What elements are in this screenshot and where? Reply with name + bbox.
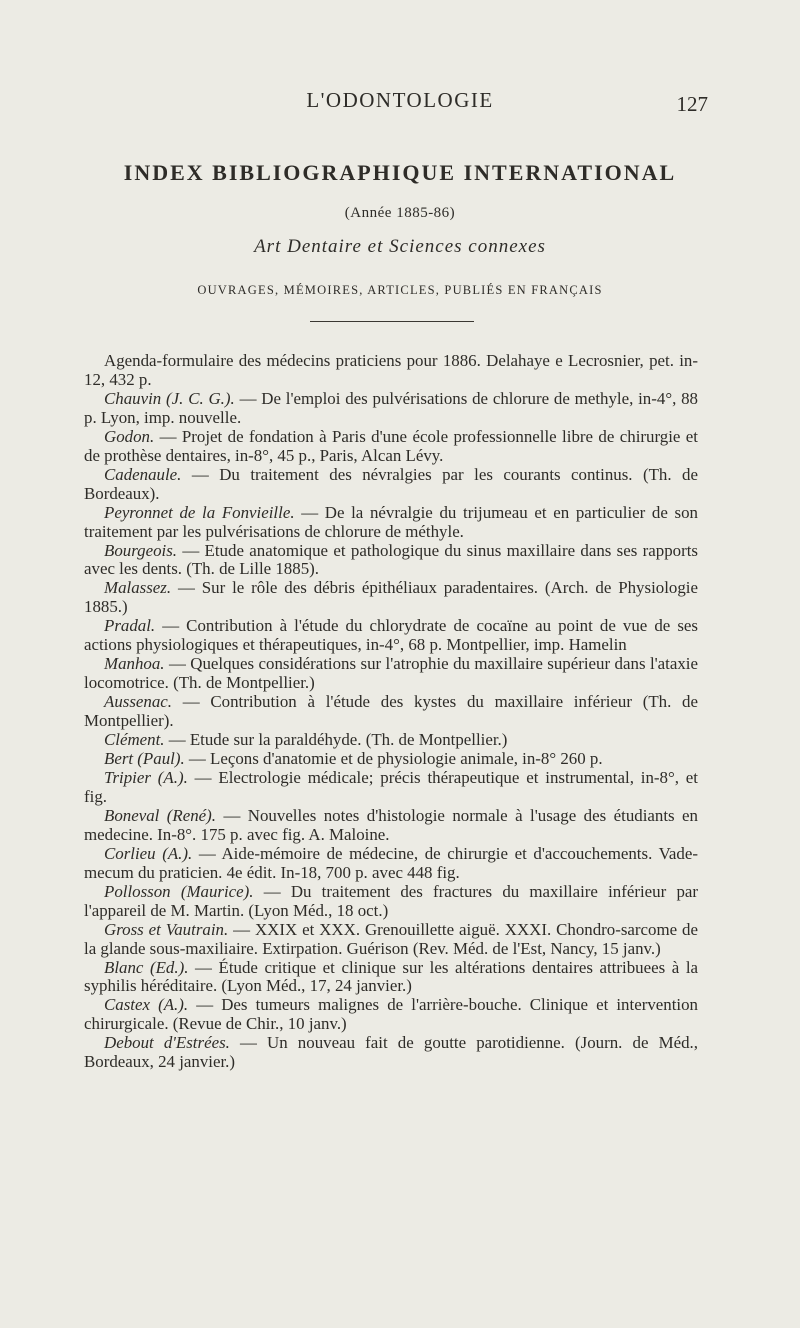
entry-author: Corlieu (A.). [104, 843, 193, 863]
year-subheading: (Année 1885-86) [344, 205, 456, 221]
entry-author: Debout d'Estrées. [104, 1033, 230, 1053]
bibliography-list [84, 352, 698, 1072]
separator-rule [310, 321, 474, 322]
bibliography-entry [84, 579, 698, 617]
bibliography-entry [84, 883, 698, 921]
bibliography-entry [84, 807, 698, 845]
entry-text: — Aide-mémoire de médecine, de chirurgie et d'accouchements. Vade-mecum du praticien. 4e édit. In-18, 700 p. avec 448 fig. [84, 843, 698, 882]
entry-text: — Etude sur la paraldéhyde. (Th. de Montpellier.) [164, 730, 508, 750]
running-title: L'ODONTOLOGIE [306, 88, 494, 112]
page-number: 127 [676, 92, 708, 116]
entry-author: Malassez. [104, 578, 172, 598]
entry-author: Aussenac. [104, 692, 173, 712]
entry-text: — De la névralgie du trijumeau et en particulier de son traitement par les pulvérisations de chlorure de méthyle. [84, 502, 698, 541]
entry-author: Castex (A.). [104, 995, 189, 1015]
entry-author: Pollosson (Maurice). [104, 881, 254, 901]
bibliography-entry [84, 504, 698, 542]
bibliography-entry [84, 769, 698, 807]
bibliography-entry [84, 731, 698, 750]
bibliography-entry [84, 466, 698, 504]
entry-author: Cadenaule. [104, 464, 182, 484]
entry-text: — Contribution à l'étude des kystes du maxillaire inférieur (Th. de Montpellier). [84, 692, 698, 731]
entry-text: — Contribution à l'étude du chlorydrate de cocaïne au point de vue de ses actions physiologiques et thérapeutiques, in-4°, 68 p. Montpellier, imp. Hamelin [84, 616, 698, 655]
entry-text: — Leçons d'anatomie et de physiologie animale, in-8° 260 p. [184, 749, 603, 769]
entry-author: Bert (Paul). [104, 749, 185, 769]
entry-author: Bourgeois. [104, 540, 178, 560]
entry-text: — Quelques considérations sur l'atrophie du maxillaire supérieur dans l'ataxie locomotrice. (Th. de Montpellier.) [84, 654, 698, 693]
entry-text: — Des tumeurs malignes de l'arrière-bouche. Clinique et intervention chirurgicale. (Revue de Chir., 10 janv.) [84, 995, 698, 1034]
bibliography-entry [84, 921, 698, 959]
entry-text: — Sur le rôle des débris épithéliaux paradentaires. (Arch. de Physiologie 1885.) [84, 578, 698, 617]
entry-text: — Du traitement des névralgies par les courants continus. (Th. de Bordeaux). [84, 464, 698, 503]
entry-author: Pradal. [104, 616, 156, 636]
entry-author: Blanc (Ed.). [104, 957, 189, 977]
bibliography-entry [84, 390, 698, 428]
bibliography-entry [84, 996, 698, 1034]
entry-text: — Étude critique et clinique sur les altérations dentaires attribuees à la syphilis héréditaire. (Lyon Méd., 17, 24 janvier.) [84, 957, 699, 996]
bibliography-entry [84, 542, 698, 580]
entry-author: Manhoa. [104, 654, 165, 674]
bibliography-entry [84, 693, 698, 731]
main-heading: INDEX BIBLIOGRAPHIQUE INTERNATIONAL [123, 160, 677, 185]
entry-text: — Projet de fondation à Paris d'une école professionnelle libre de chirurgie et de prothèse dentaires, in-8°, 45 p., Paris, Alcan Lévy. [84, 426, 698, 465]
entry-author: Peyronnet de la Fonvieille. [104, 502, 295, 522]
bibliography-entry [84, 959, 698, 997]
section-subheading: OUVRAGES, MÉMOIRES, ARTICLES, PUBLIÉS EN FRANÇAIS [197, 283, 603, 297]
entry-text: — Etude anatomique et pathologique du sinus maxillaire dans ses rapports avec les dents. (Th. de Lille 1885). [84, 540, 698, 579]
entry-text: — Electrologie médicale; précis thérapeutique et instrumental, in-8°, et fig. [84, 767, 698, 806]
bibliography-entry [84, 750, 698, 769]
entry-author: Gross et Vautrain. [104, 919, 229, 939]
entry-author: Boneval (René). [104, 805, 217, 825]
entry-text: Agenda-formulaire des médecins praticiens pour 1886. Delahaye e Lecrosnier, pet. in-12, 432 p. [84, 351, 698, 389]
entry-author: Godon. [104, 426, 155, 446]
bibliography-entry [84, 428, 698, 466]
entry-text: — XXIX et XXX. Grenouillette aiguë. XXXI. Chondro-sarcome de la glande sous-maxiliaire. Extirpation. Guérison (Rev. Méd. de l'Est, Nancy, 15 janv.) [84, 919, 698, 958]
bibliography-entry [84, 617, 698, 655]
entry-text: — Un nouveau fait de goutte parotidienne. (Journ. de Méd., Bordeaux, 24 janvier.) [84, 1033, 699, 1072]
entry-text: — Nouvelles notes d'histologie normale à l'usage des étudiants en medecine. In-8°. 175 p. avec fig. A. Maloine. [84, 805, 698, 844]
entry-author: Chauvin (J. C. G.). [104, 388, 235, 408]
entry-text: — Du traitement des fractures du maxillaire inférieur par l'appareil de M. Martin. (Lyon Méd., 18 oct.) [84, 881, 699, 920]
bibliography-entry [84, 845, 698, 883]
entry-text: — De l'emploi des pulvérisations de chlorure de methyle, in-4°, 88 p. Lyon, imp. nouvelle. [84, 388, 698, 427]
subject-subheading: Art Dentaire et Sciences connexes [254, 236, 546, 257]
bibliography-entry [84, 655, 698, 693]
entry-author: Tripier (A.). [104, 767, 188, 787]
bibliography-entry [84, 352, 698, 390]
bibliography-entry [84, 1034, 698, 1072]
entry-author: Clément. [104, 730, 165, 750]
